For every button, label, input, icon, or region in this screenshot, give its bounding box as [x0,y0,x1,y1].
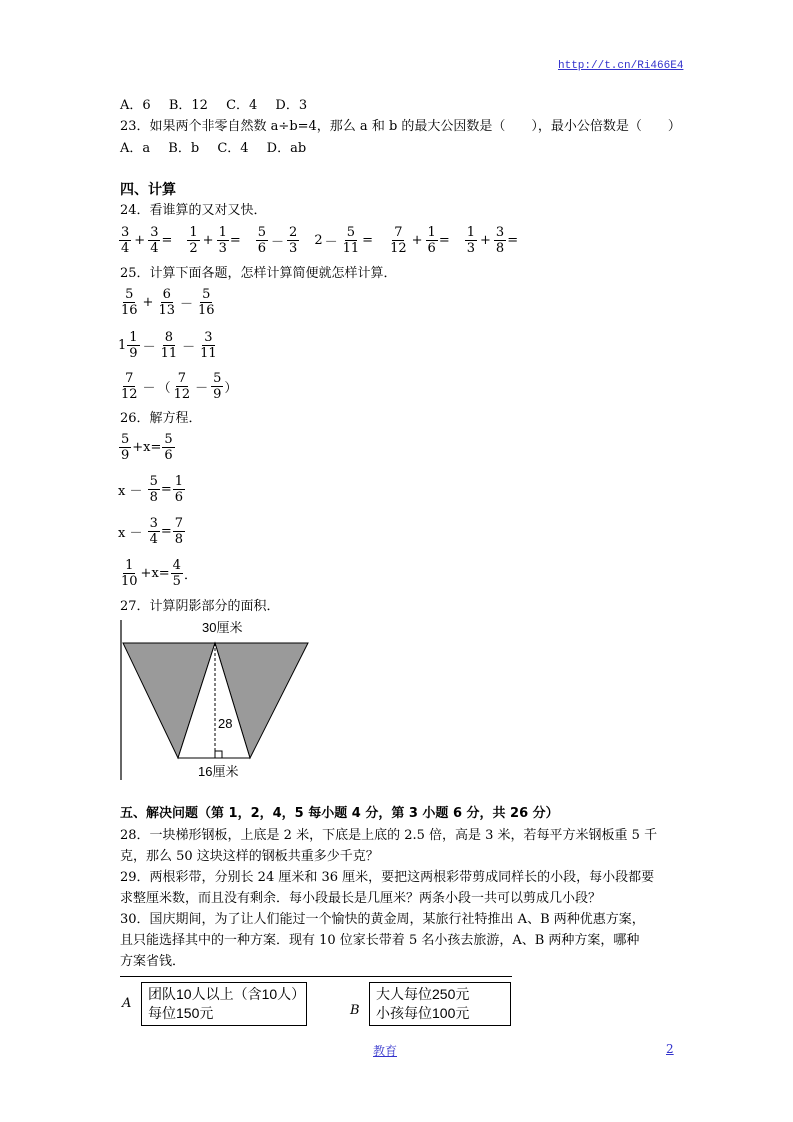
height-label: 28 [218,716,233,731]
fraction: $\frac{3}{8}$ [495,225,505,256]
section5-title: 五、解决问题（第 1，2，4，5 每小题 4 分，第 3 小题 6 分，共 26 分） [120,806,559,821]
q25-prompt: 25．计算下面各题，怎样计算简便就怎样计算． [120,266,397,281]
fraction: $\frac{7}{8}$ [174,516,184,547]
q26-equation-3: x － $\frac{3}{4}$ = $\frac{7}{8}$ [118,516,184,547]
plan-a-box [141,982,307,1026]
q28-line-2: 克，那么 50 这块这样的钢板共重多少千克？ [120,849,379,864]
section4-title: 四、计算 [120,182,176,198]
q29-line-1: 29．两根彩带，分别长 24 厘米和 36 厘米，要把这两根彩带剪成同样长的小段，每小段都要 [120,870,655,885]
fraction: 5 9 [213,371,222,402]
fraction: 3 4 [121,225,130,256]
fraction: 1 10 [121,558,138,589]
q26-equation-1: 5 9 +x= $\frac{5}{6}$ [121,432,173,463]
fraction: 2 3 [289,225,298,256]
fraction: $\frac{5}{11}$ [342,225,360,256]
fraction: 1 3 [466,225,475,256]
plans-top-rule [120,976,512,977]
q26-equation-2: x － $\frac{5}{8}$ = $\frac{1}{6}$ [118,474,184,505]
q22-options [120,98,307,114]
q24-prompt: 24．看谁算的又对又快． [120,203,267,218]
q30-line-1: 30．国庆期间，为了让人们能过一个愉快的黄金周，某旅行社特推出 A、B 两种优惠方案， [120,912,645,927]
fraction: 3 11 [200,330,217,361]
fraction: $\frac{3}{4}$ [149,516,158,547]
fraction: 7 12 [390,225,407,256]
plan-a-line-1: 团队10人以上（含10人） [148,986,306,1002]
fraction: 1 9 [129,330,138,361]
fraction: $\frac{3}{4}$ [150,225,159,256]
plan-a-line-2: 每位150元 [148,1005,214,1021]
q22-option-d: D．3 [275,98,308,113]
q26-equation-4: 1 10 +x= $\frac{4}{5}$ ． [121,558,197,589]
q23-option-d: D．ab [266,141,307,156]
q22-option-b: B．12 [168,98,208,113]
q29-line-2: 求整厘米数，而且没有剩余．每小段最长是几厘米？两条小段一共可以剪成几小段？ [120,891,602,906]
fraction: 5 16 [198,287,215,318]
plan-b-line-1: 大人每位250元 [376,986,470,1002]
fraction: $\frac{4}{5}$ [172,558,181,589]
top-length-label: 30厘米 [202,620,243,635]
q23-options [120,141,306,157]
q25-expression-3: 7 12 － （ 7 12 － 5 9 ） [121,371,238,402]
fraction: $\frac{1}{6}$ [427,225,436,256]
plan-a-label: A [122,996,132,1011]
fraction: 8 11 [160,330,178,361]
plan-b-line-2: 小孩每位100元 [376,1005,470,1021]
fraction: $\frac{5}{6}$ [164,432,173,463]
footer-link[interactable]: 教育 [373,1044,398,1058]
fraction: $\frac{6}{13}$ [158,287,175,318]
page-number: 2 [666,1042,674,1056]
q30-line-3: 方案省钱． [120,954,186,969]
q22-option-c: C．4 [226,98,258,113]
plan-b-box [369,982,511,1026]
fraction: 5 6 [257,225,267,256]
shaded-area-figure [118,618,313,783]
fraction: $\frac{1}{3}$ [218,225,227,256]
q25-expression-2: 1 1 9 － 8 11 － 3 11 [118,330,217,361]
q24-expressions: 3 4 + $\frac{3}{4}$ = 1 2 + $\frac{1}{3}$ = 5 6 － 2 3 2 － $\frac{5}{11}$ = 7 12 + $\frac{1}{6}$ = 1 3 + $\frac{3}{8}$ = [121,225,519,256]
q23-text: 23．如果两个非零自然数 a÷b=4，那么 a 和 b 的最大公因数是（ ），最小公倍数是（ ） [120,119,681,134]
fraction: 7 12 [173,371,191,402]
fraction: 5 9 [121,432,130,463]
q27-prompt: 27．计算阴影部分的面积． [120,599,280,614]
q25-expression-1: 5 16 + $\frac{6}{13}$ － 5 16 [121,287,215,318]
q28-line-1: 28．一块梯形钢板，上底是 2 米，下底是上底的 2.5 倍，高是 3 米，若每平方米钢板重 5 千 [120,828,658,843]
q23-option-a: A．a [120,141,151,156]
fraction: 1 2 [189,225,198,256]
fraction: $\frac{1}{6}$ [174,474,184,505]
plan-b-label: B [350,1003,360,1018]
fraction: $\frac{5}{8}$ [149,474,158,505]
q23-option-c: C．4 [217,141,249,156]
q26-prompt: 26．解方程． [120,411,202,426]
bottom-length-label: 16厘米 [198,764,239,779]
q23-option-b: B．b [168,141,200,156]
header-url-link[interactable]: http://t.cn/Ri466E4 [558,60,684,72]
q30-line-2: 且只能选择其中的一种方案．现有 10 位家长带着 5 名小孩去旅游，A、B 两种方案，哪种 [120,933,640,948]
fraction: 7 12 [121,371,138,402]
fraction: 5 16 [121,287,138,318]
q22-option-a: A．6 [120,98,151,113]
